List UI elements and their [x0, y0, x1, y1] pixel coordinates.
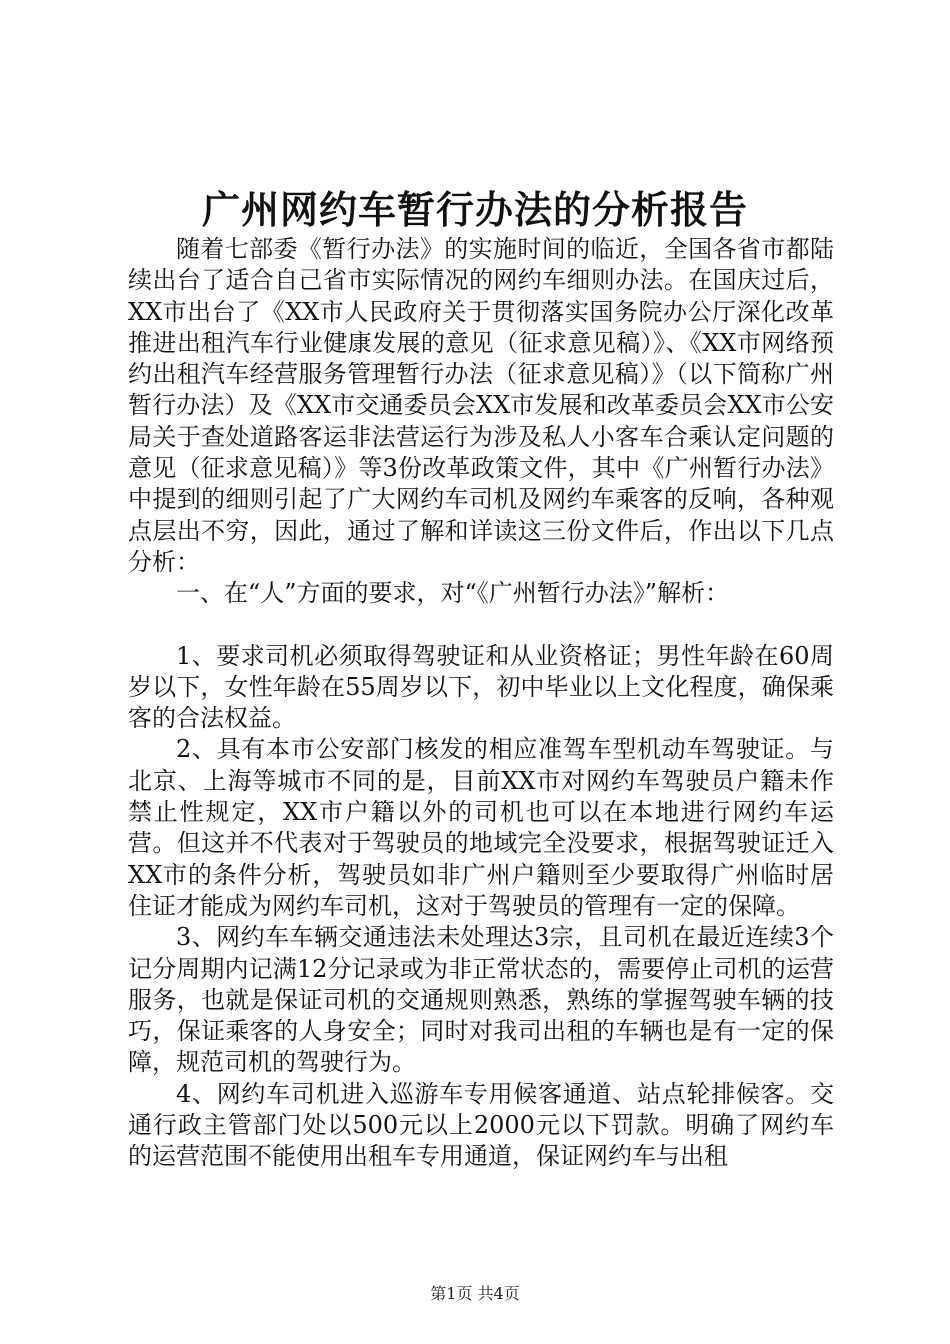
section-heading-people: 一、在“人”方面的要求，对“《广州暂行办法》”解析：	[176, 579, 730, 608]
paragraph-item-2: 2、具有本市公安部门核发的相应准驾车型机动车驾驶证。与北京、上海等城市不同的是，目前XX市对网约车驾驶员户籍未作禁止性规定，XX市户籍以外的司机也可以在本地进行网约车运营。但这并不代表对于驾驶员的地域完全没要求，根据驾驶证迁入XX市的条件分析，驾驶员如非广州户籍则至少要取得广州临时居住证才能成为网约车司机，这对于驾驶员的管理有一定的保障。	[128, 735, 834, 920]
paragraph-item-1: 1、要求司机必须取得驾驶证和从业资格证；男性年龄在60周岁以下，女性年龄在55周岁以下，初中毕业以上文化程度，确保乘客的合法权益。	[128, 641, 834, 733]
paragraph-item-3: 3、网约车车辆交通违法未处理达3宗，且司机在最近连续3个记分周期内记满12分记录或为非正常状态的，需要停止司机的运营服务，也就是保证司机的交通规则熟悉，熟练的掌握驾驶车辆的技巧，保证乘客的人身安全；同时对我司出租的车辆也是有一定的保障，规范司机的驾驶行为。	[128, 923, 834, 1077]
page-number-footer: 第1页 共4页	[430, 1284, 520, 1303]
document-body	[128, 234, 834, 1173]
paragraph-item-4: 4、网约车司机进入巡游车专用候客通道、站点轮排候客。交通行政主管部门处以500元以上2000元以下罚款。明确了网约车的运营范围不能使用出租车专用通道，保证网约车与出租	[128, 1079, 834, 1171]
document-title: 广州网约车暂行办法的分析报告	[201, 187, 748, 232]
paragraph-intro: 随着七部委《暂行办法》的实施时间的临近，全国各省市都陆续出台了适合自己省市实际情况的网约车细则办法。在国庆过后，XX市出台了《XX市人民政府关于贯彻落实国务院办公厅深化改革推进出租汽车行业健康发展的意见（征求意见稿）》、《XX市网络预约出租汽车经营服务管理暂行办法（征求意见稿）》（以下简称广州暂行办法）及《XX市交通委员会XX市发展和改革委员会XX市公安局关于查处道路客运非法营运行为涉及私人小客车合乘认定问题的意见（征求意见稿）》等3份改革政策文件，其中《广州暂行办法》中提到的细则引起了广大网约车司机及网约车乘客的反响，各种观点层出不穷，因此，通过了解和详读这三份文件后，作出以下几点分析：	[128, 235, 834, 576]
